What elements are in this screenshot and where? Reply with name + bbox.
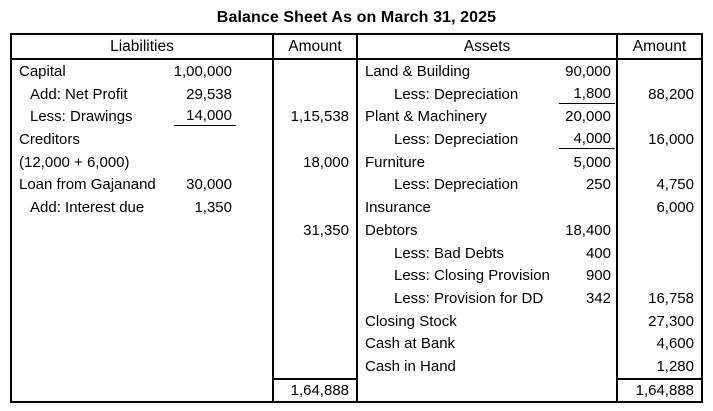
liab-row-1-inner-figure: 29,538 — [186, 85, 232, 103]
liab-row-2-amount: 1,15,538 — [272, 105, 356, 128]
asset-row-9-label: Less: Closing Provision — [394, 267, 550, 285]
asset-row-1-amount: 88,200 — [616, 83, 701, 106]
asset-row-12-amount: 4,600 — [616, 333, 701, 356]
asset-row-4-label: Furniture — [365, 153, 426, 171]
asset-row-11-label-cell — [356, 310, 616, 333]
asset-row-6-label-cell — [356, 196, 616, 219]
total-assets-spacer — [356, 378, 616, 401]
asset-row-2-amount — [616, 105, 701, 128]
asset-row-13-label-cell — [356, 355, 616, 378]
header-liabilities-amount: Amount — [272, 35, 356, 58]
asset-row-10-label: Less: Provision for DD — [394, 289, 544, 307]
asset-row-1-label-cell — [356, 83, 616, 106]
liab-row-11-amount — [272, 310, 356, 333]
liab-row-1-label-cell — [12, 83, 272, 106]
asset-row-5-label: Less: Depreciation — [394, 176, 519, 194]
header-liabilities: Liabilities — [110, 37, 174, 55]
table-total-row — [12, 378, 701, 401]
liab-row-0-label: Capital — [19, 62, 66, 80]
asset-row-13-amount: 1,280 — [616, 355, 701, 378]
asset-row-3-amount: 16,000 — [616, 128, 701, 151]
asset-row-3-inner-figure: 4,000 — [559, 130, 615, 149]
liab-row-8-amount — [272, 242, 356, 265]
liab-row-7-label-cell — [12, 219, 272, 242]
total-liabilities-amount: 1,64,888 — [272, 378, 356, 401]
liab-row-3-label: Creditors — [19, 130, 80, 148]
asset-row-2-inner-figure: 20,000 — [565, 108, 611, 126]
liab-row-10-amount — [272, 287, 356, 310]
liab-row-4-label: (12,000 + 6,000) — [19, 153, 130, 171]
asset-row-0-amount — [616, 60, 701, 83]
page-title: Balance Sheet As on March 31, 2025 — [216, 9, 497, 26]
liab-row-6-label: Add: Interest due — [30, 199, 145, 217]
total-liabilities-spacer — [12, 378, 272, 401]
asset-row-5-label-cell — [356, 174, 616, 197]
asset-row-8-inner-figure: 400 — [585, 244, 611, 262]
asset-row-6-amount: 6,000 — [616, 196, 701, 219]
liab-row-6-amount — [272, 196, 356, 219]
liab-row-5-inner-figure: 30,000 — [186, 176, 232, 194]
liab-row-3-label-cell — [12, 128, 272, 151]
total-assets-amount: 1,64,888 — [616, 378, 701, 401]
liab-row-2-label: Less: Drawings — [30, 108, 133, 126]
liab-row-7-amount: 31,350 — [272, 219, 356, 242]
asset-row-10-label-cell — [356, 287, 616, 310]
asset-row-5-inner-figure: 250 — [585, 176, 611, 194]
liab-row-5-label: Loan from Gajanand — [19, 176, 156, 194]
asset-row-4-label-cell — [356, 151, 616, 174]
liab-row-12-amount — [272, 333, 356, 356]
asset-row-3-label: Less: Depreciation — [394, 130, 519, 148]
liab-row-5-amount — [272, 174, 356, 197]
asset-row-11-label: Closing Stock — [365, 312, 457, 330]
asset-row-10-inner-figure: 342 — [585, 289, 611, 307]
liab-row-6-inner-figure: 1,350 — [194, 199, 232, 217]
asset-row-4-amount — [616, 151, 701, 174]
liab-row-3-amount — [272, 128, 356, 151]
liab-row-9-amount — [272, 264, 356, 287]
asset-row-8-label-cell — [356, 242, 616, 265]
asset-row-12-label-cell — [356, 333, 616, 356]
table-header-row — [12, 35, 701, 60]
asset-row-12-label: Cash at Bank — [365, 335, 456, 353]
liab-row-4-label-cell — [12, 151, 272, 174]
asset-row-13-label: Cash in Hand — [365, 358, 456, 376]
asset-row-0-label-cell — [356, 60, 616, 83]
balance-sheet-table — [10, 33, 703, 403]
table-body — [12, 60, 701, 378]
asset-row-2-label-cell — [356, 105, 616, 128]
asset-row-5-amount: 4,750 — [616, 174, 701, 197]
asset-row-7-label-cell — [356, 219, 616, 242]
asset-row-1-label: Less: Depreciation — [394, 85, 519, 103]
asset-row-1-inner-figure: 1,800 — [559, 85, 615, 104]
asset-row-8-label: Less: Bad Debts — [394, 244, 505, 262]
asset-row-9-amount — [616, 264, 701, 287]
asset-row-0-label: Land & Building — [365, 62, 471, 80]
header-assets-amount: Amount — [616, 35, 701, 58]
asset-row-4-inner-figure: 5,000 — [573, 153, 611, 171]
liab-row-12-label-cell — [12, 333, 272, 356]
asset-row-6-label: Insurance — [365, 199, 431, 217]
liab-row-1-amount — [272, 83, 356, 106]
liab-row-9-label-cell — [12, 264, 272, 287]
liab-row-13-amount — [272, 355, 356, 378]
asset-row-7-label: Debtors — [365, 221, 418, 239]
liab-row-2-inner-figure: 14,000 — [174, 107, 236, 126]
asset-row-8-amount — [616, 242, 701, 265]
liab-row-5-label-cell — [12, 174, 272, 197]
asset-row-10-amount: 16,758 — [616, 287, 701, 310]
asset-row-2-label: Plant & Machinery — [365, 108, 487, 126]
asset-row-7-inner-figure: 18,400 — [565, 221, 611, 239]
liab-row-8-label-cell — [12, 242, 272, 265]
asset-row-9-label-cell — [356, 264, 616, 287]
asset-row-9-inner-figure: 900 — [585, 267, 611, 285]
asset-row-11-amount: 27,300 — [616, 310, 701, 333]
asset-row-3-label-cell — [356, 128, 616, 151]
liab-row-1-label: Add: Net Profit — [30, 85, 128, 103]
liab-row-2-label-cell — [12, 105, 272, 128]
asset-row-7-amount — [616, 219, 701, 242]
liab-row-0-inner-figure: 1,00,000 — [173, 62, 232, 80]
liab-row-11-label-cell — [12, 310, 272, 333]
liab-row-10-label-cell — [12, 287, 272, 310]
asset-row-0-inner-figure: 90,000 — [565, 62, 611, 80]
liab-row-4-amount: 18,000 — [272, 151, 356, 174]
header-assets: Assets — [356, 35, 616, 58]
liab-row-13-label-cell — [12, 355, 272, 378]
liab-row-0-label-cell — [12, 60, 272, 83]
liab-row-0-amount — [272, 60, 356, 83]
liab-row-6-label-cell — [12, 196, 272, 219]
